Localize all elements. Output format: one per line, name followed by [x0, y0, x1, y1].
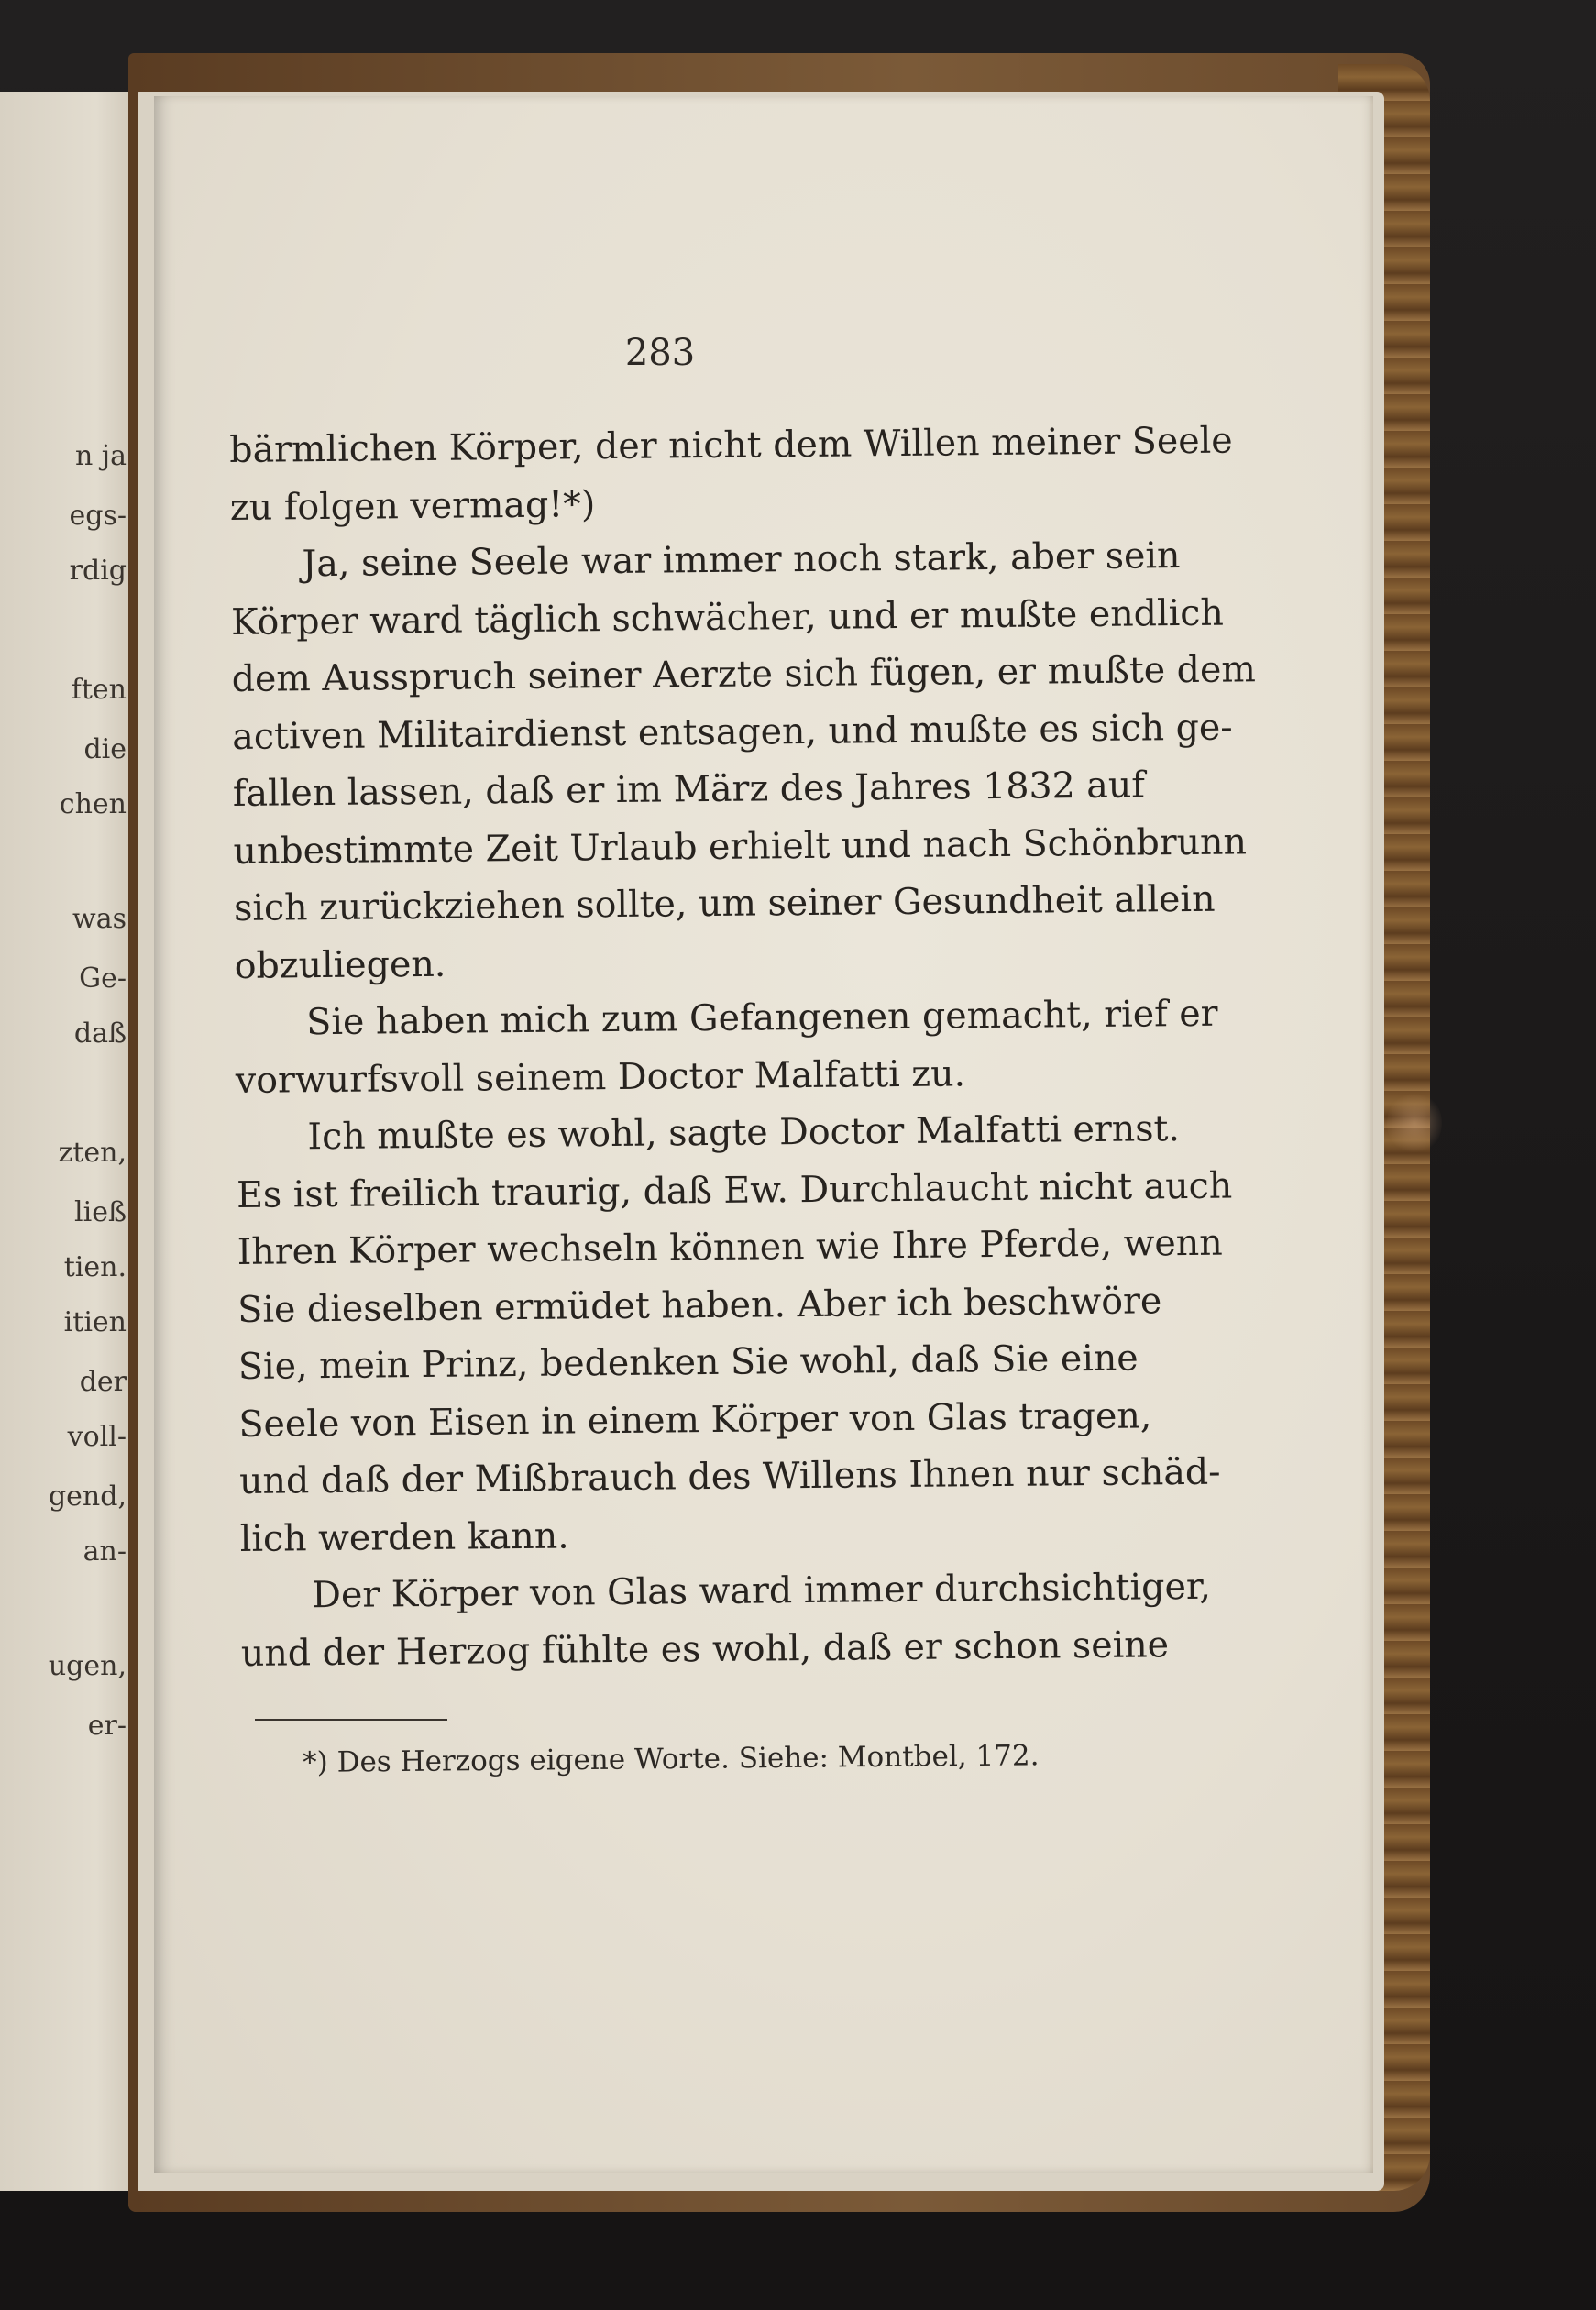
left-page-fragment: ften: [71, 674, 127, 706]
page-number: 283: [624, 332, 696, 374]
left-page-fragment: Ge-: [79, 962, 127, 995]
left-page-fragment: voll-: [67, 1421, 127, 1453]
text-line: activen Militairdienst entsagen, und mußte es sich ge-: [232, 706, 1233, 758]
left-page-fragment: n ja: [74, 440, 127, 472]
text-line: und der Herzog fühlte es wohl, daß er schon seine: [240, 1622, 1170, 1675]
text-line: bärmlichen Körper, der nicht dem Willen meiner Seele: [229, 419, 1233, 471]
text-line: fallen lassen, daß er im März des Jahres 1832 auf: [232, 764, 1146, 815]
text-line: Ihren Körper wechseln können wie Ihre Pferde, wenn: [237, 1221, 1223, 1273]
left-facing-page: [0, 92, 138, 2191]
left-page-fragment: der: [79, 1366, 127, 1398]
left-page-fragment: egs-: [69, 500, 127, 532]
left-page-fragment: gend,: [48, 1480, 127, 1512]
left-page-fragment: tien.: [63, 1251, 127, 1283]
left-page-fragment: ließ: [74, 1196, 127, 1228]
left-page-fragment: daß: [73, 1018, 127, 1050]
foxing-stain: [1387, 1091, 1442, 1155]
footnote: *) Des Herzogs eigene Worte. Siehe: Montbel, 172.: [303, 1739, 1040, 1779]
left-page-fragment: itien: [63, 1306, 127, 1338]
left-page-fragment: rdig: [69, 555, 127, 587]
left-page-fragment: chen: [59, 788, 127, 820]
text-line: Ich mußte es wohl, sagte Doctor Malfatti ernst.: [307, 1107, 1181, 1159]
text-line: Es ist freilich traurig, daß Ew. Durchlaucht nicht auch: [236, 1164, 1233, 1216]
body-text: [229, 413, 1257, 1682]
text-line: zu folgen vermag!*): [229, 482, 596, 529]
text-line: Seele von Eisen in einem Körper von Glas tragen,: [238, 1393, 1152, 1446]
text-line: lich werden kann.: [239, 1513, 569, 1560]
text-line: Körper ward täglich schwächer, und er mußte endlich: [230, 591, 1225, 644]
footnote-rule: [255, 1719, 447, 1721]
left-page-fragment: an-: [83, 1535, 127, 1568]
left-page-fragment: er-: [87, 1710, 127, 1742]
left-page-fragment: was: [72, 903, 127, 935]
text-line: sich zurückziehen sollte, um seiner Gesundheit allein: [233, 877, 1216, 930]
text-line: Ja, seine Seele war immer noch stark, aber sein: [302, 534, 1181, 586]
text-line: vorwurfsvoll seinem Doctor Malfatti zu.: [235, 1051, 966, 1102]
text-line: dem Ausspruch seiner Aerzte sich fügen, er mußte dem: [231, 648, 1257, 700]
left-page-fragment: zten,: [58, 1137, 127, 1169]
left-page-fragment: die: [83, 733, 127, 765]
text-line: obzuliegen.: [234, 942, 446, 987]
text-line: und daß der Mißbrauch des Willens Ihnen nur schäd-: [238, 1450, 1221, 1502]
text-line: Sie, mein Prinz, bedenken Sie wohl, daß Sie eine: [237, 1336, 1139, 1388]
text-line: Sie haben mich zum Gefangenen gemacht, rief er: [306, 992, 1218, 1044]
left-page-fragment: ugen,: [48, 1650, 127, 1682]
text-line: unbestimmte Zeit Urlaub erhielt und nach Schönbrunn: [233, 820, 1248, 873]
text-line: Der Körper von Glas ward immer durchsichtiger,: [312, 1565, 1212, 1617]
text-line: Sie dieselben ermüdet haben. Aber ich beschwöre: [237, 1279, 1162, 1331]
